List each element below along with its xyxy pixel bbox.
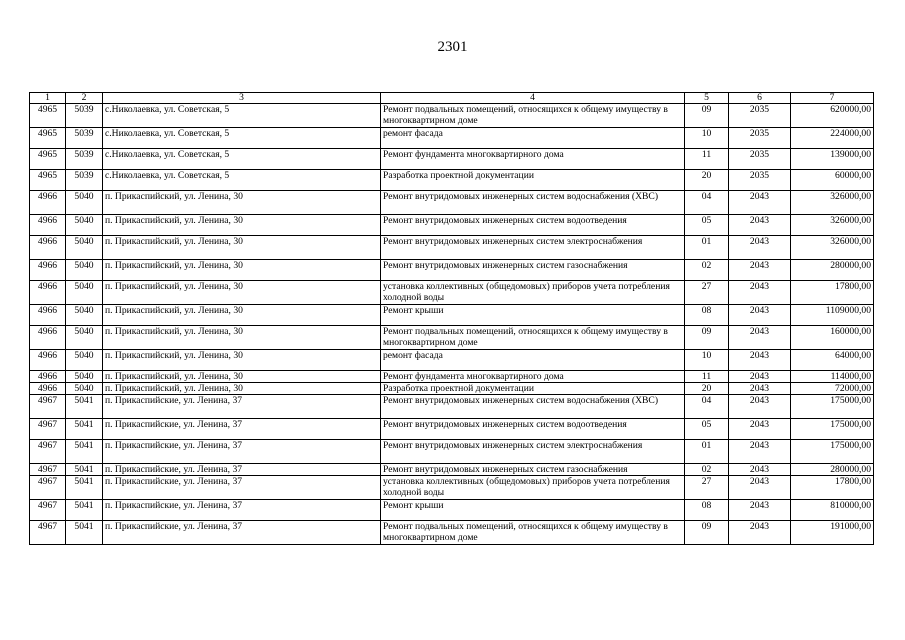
cost-cell: 1109000,00 <box>791 305 874 326</box>
cost-cell: 326000,00 <box>791 236 874 260</box>
work-type-cell: установка коллективных (общедомовых) приборов учета потребления холодной воды <box>381 476 685 500</box>
table-row <box>30 104 874 128</box>
table-row <box>30 419 874 440</box>
object-number-cell: 5041 <box>66 395 103 419</box>
year-cell: 2043 <box>729 521 791 545</box>
cost-cell: 280000,00 <box>791 260 874 281</box>
work-code-cell: 04 <box>685 395 729 419</box>
work-type-cell: Ремонт внутридомовых инженерных систем водоснабжения (ХВС) <box>381 395 685 419</box>
table-row <box>30 305 874 326</box>
house-id-cell: 4966 <box>30 326 66 350</box>
object-number-cell: 5040 <box>66 215 103 236</box>
work-type-cell: Ремонт внутридомовых инженерных систем водоснабжения (ХВС) <box>381 191 685 215</box>
house-id-cell: 4967 <box>30 440 66 464</box>
work-type-cell: Ремонт подвальных помещений, относящихся к общему имуществу в многоквартирном доме <box>381 104 685 128</box>
work-type-cell: Разработка проектной документации <box>381 383 685 395</box>
work-code-cell: 08 <box>685 305 729 326</box>
work-code-cell: 02 <box>685 260 729 281</box>
cost-cell: 175000,00 <box>791 419 874 440</box>
work-type-cell: ремонт фасада <box>381 350 685 371</box>
address-cell: п. Прикаспийский, ул. Ленина, 30 <box>103 305 381 326</box>
table-row <box>30 170 874 191</box>
table-row <box>30 128 874 149</box>
work-type-cell: Ремонт внутридомовых инженерных систем газоснабжения <box>381 464 685 476</box>
work-code-cell: 04 <box>685 191 729 215</box>
cost-cell: 810000,00 <box>791 500 874 521</box>
year-cell: 2035 <box>729 149 791 170</box>
year-cell: 2043 <box>729 395 791 419</box>
column-header: 1 <box>30 93 66 104</box>
work-code-cell: 10 <box>685 350 729 371</box>
table-row <box>30 236 874 260</box>
house-id-cell: 4966 <box>30 305 66 326</box>
work-type-cell: Ремонт внутридомовых инженерных систем водоотведения <box>381 215 685 236</box>
object-number-cell: 5039 <box>66 149 103 170</box>
work-type-cell: Ремонт подвальных помещений, относящихся к общему имуществу в многоквартирном доме <box>381 326 685 350</box>
object-number-cell: 5041 <box>66 419 103 440</box>
work-code-cell: 09 <box>685 326 729 350</box>
table-row <box>30 281 874 305</box>
year-cell: 2043 <box>729 464 791 476</box>
house-id-cell: 4966 <box>30 260 66 281</box>
house-id-cell: 4966 <box>30 383 66 395</box>
table-row <box>30 191 874 215</box>
house-id-cell: 4966 <box>30 191 66 215</box>
address-cell: п. Прикаспийские, ул. Ленина, 37 <box>103 419 381 440</box>
object-number-cell: 5040 <box>66 281 103 305</box>
table-row <box>30 521 874 545</box>
house-id-cell: 4967 <box>30 500 66 521</box>
year-cell: 2035 <box>729 170 791 191</box>
work-type-cell: ремонт фасада <box>381 128 685 149</box>
work-type-cell: Ремонт внутридомовых инженерных систем водоотведения <box>381 419 685 440</box>
year-cell: 2043 <box>729 260 791 281</box>
object-number-cell: 5040 <box>66 305 103 326</box>
address-cell: с.Николаевка, ул. Советская, 5 <box>103 170 381 191</box>
work-type-cell: Ремонт крыши <box>381 500 685 521</box>
column-header: 5 <box>685 93 729 104</box>
table-row <box>30 500 874 521</box>
address-cell: п. Прикаспийский, ул. Ленина, 30 <box>103 371 381 383</box>
cost-cell: 139000,00 <box>791 149 874 170</box>
work-code-cell: 09 <box>685 104 729 128</box>
year-cell: 2043 <box>729 281 791 305</box>
cost-cell: 17800,00 <box>791 476 874 500</box>
column-header: 4 <box>381 93 685 104</box>
table-row <box>30 440 874 464</box>
year-cell: 2035 <box>729 104 791 128</box>
address-cell: п. Прикаспийский, ул. Ленина, 30 <box>103 383 381 395</box>
house-id-cell: 4965 <box>30 104 66 128</box>
object-number-cell: 5041 <box>66 440 103 464</box>
object-number-cell: 5041 <box>66 476 103 500</box>
table-row <box>30 464 874 476</box>
cost-cell: 17800,00 <box>791 281 874 305</box>
work-code-cell: 11 <box>685 371 729 383</box>
house-id-cell: 4967 <box>30 476 66 500</box>
work-type-cell: Ремонт внутридомовых инженерных систем газоснабжения <box>381 260 685 281</box>
work-code-cell: 08 <box>685 500 729 521</box>
year-cell: 2043 <box>729 236 791 260</box>
work-code-cell: 05 <box>685 419 729 440</box>
column-header: 3 <box>103 93 381 104</box>
year-cell: 2043 <box>729 371 791 383</box>
year-cell: 2043 <box>729 476 791 500</box>
work-code-cell: 10 <box>685 128 729 149</box>
address-cell: п. Прикаспийский, ул. Ленина, 30 <box>103 191 381 215</box>
cost-cell: 175000,00 <box>791 395 874 419</box>
column-header: 6 <box>729 93 791 104</box>
work-code-cell: 27 <box>685 476 729 500</box>
house-id-cell: 4966 <box>30 371 66 383</box>
cost-cell: 620000,00 <box>791 104 874 128</box>
house-id-cell: 4965 <box>30 170 66 191</box>
house-id-cell: 4966 <box>30 236 66 260</box>
object-number-cell: 5040 <box>66 350 103 371</box>
object-number-cell: 5040 <box>66 371 103 383</box>
cost-cell: 72000,00 <box>791 383 874 395</box>
cost-cell: 114000,00 <box>791 371 874 383</box>
address-cell: п. Прикаспийские, ул. Ленина, 37 <box>103 500 381 521</box>
address-cell: п. Прикаспийский, ул. Ленина, 30 <box>103 236 381 260</box>
work-type-cell: Ремонт фундамента многоквартирного дома <box>381 149 685 170</box>
object-number-cell: 5041 <box>66 464 103 476</box>
year-cell: 2043 <box>729 191 791 215</box>
work-type-cell: Ремонт фундамента многоквартирного дома <box>381 371 685 383</box>
column-header: 7 <box>791 93 874 104</box>
cost-cell: 191000,00 <box>791 521 874 545</box>
object-number-cell: 5040 <box>66 236 103 260</box>
address-cell: п. Прикаспийский, ул. Ленина, 30 <box>103 281 381 305</box>
house-id-cell: 4965 <box>30 149 66 170</box>
address-cell: п. Прикаспийские, ул. Ленина, 37 <box>103 464 381 476</box>
cost-cell: 224000,00 <box>791 128 874 149</box>
work-code-cell: 01 <box>685 236 729 260</box>
table-row <box>30 260 874 281</box>
cost-cell: 64000,00 <box>791 350 874 371</box>
address-cell: п. Прикаспийские, ул. Ленина, 37 <box>103 521 381 545</box>
address-cell: с.Николаевка, ул. Советская, 5 <box>103 149 381 170</box>
address-cell: п. Прикаспийские, ул. Ленина, 37 <box>103 395 381 419</box>
year-cell: 2043 <box>729 215 791 236</box>
house-id-cell: 4966 <box>30 281 66 305</box>
house-id-cell: 4966 <box>30 350 66 371</box>
address-cell: п. Прикаспийские, ул. Ленина, 37 <box>103 440 381 464</box>
cost-cell: 60000,00 <box>791 170 874 191</box>
object-number-cell: 5039 <box>66 170 103 191</box>
table-row <box>30 350 874 371</box>
work-type-cell: Ремонт внутридомовых инженерных систем электроснабжения <box>381 236 685 260</box>
page-number: 2301 <box>437 39 468 55</box>
address-cell: п. Прикаспийский, ул. Ленина, 30 <box>103 326 381 350</box>
object-number-cell: 5040 <box>66 260 103 281</box>
work-code-cell: 20 <box>685 383 729 395</box>
table-header-row <box>30 93 874 104</box>
cost-cell: 280000,00 <box>791 464 874 476</box>
house-id-cell: 4965 <box>30 128 66 149</box>
address-cell: с.Николаевка, ул. Советская, 5 <box>103 104 381 128</box>
table-row <box>30 476 874 500</box>
object-number-cell: 5039 <box>66 128 103 149</box>
year-cell: 2043 <box>729 440 791 464</box>
address-cell: п. Прикаспийские, ул. Ленина, 37 <box>103 476 381 500</box>
table-row <box>30 326 874 350</box>
table-row <box>30 383 874 395</box>
work-type-cell: установка коллективных (общедомовых) приборов учета потребления холодной воды <box>381 281 685 305</box>
cost-cell: 326000,00 <box>791 191 874 215</box>
year-cell: 2035 <box>729 128 791 149</box>
object-number-cell: 5041 <box>66 521 103 545</box>
work-code-cell: 05 <box>685 215 729 236</box>
object-number-cell: 5040 <box>66 326 103 350</box>
work-type-cell: Ремонт подвальных помещений, относящихся к общему имуществу в многоквартирном доме <box>381 521 685 545</box>
work-type-cell: Ремонт крыши <box>381 305 685 326</box>
work-code-cell: 01 <box>685 440 729 464</box>
cost-cell: 160000,00 <box>791 326 874 350</box>
object-number-cell: 5040 <box>66 383 103 395</box>
work-code-cell: 27 <box>685 281 729 305</box>
year-cell: 2043 <box>729 326 791 350</box>
object-number-cell: 5041 <box>66 500 103 521</box>
work-type-cell: Ремонт внутридомовых инженерных систем электроснабжения <box>381 440 685 464</box>
table-row <box>30 395 874 419</box>
year-cell: 2043 <box>729 383 791 395</box>
address-cell: п. Прикаспийский, ул. Ленина, 30 <box>103 350 381 371</box>
year-cell: 2043 <box>729 500 791 521</box>
work-code-cell: 09 <box>685 521 729 545</box>
work-code-cell: 20 <box>685 170 729 191</box>
address-cell: п. Прикаспийский, ул. Ленина, 30 <box>103 215 381 236</box>
object-number-cell: 5040 <box>66 191 103 215</box>
table-row <box>30 371 874 383</box>
object-number-cell: 5039 <box>66 104 103 128</box>
table-row <box>30 149 874 170</box>
column-header: 2 <box>66 93 103 104</box>
work-type-cell: Разработка проектной документации <box>381 170 685 191</box>
house-id-cell: 4967 <box>30 395 66 419</box>
house-id-cell: 4967 <box>30 419 66 440</box>
cost-cell: 175000,00 <box>791 440 874 464</box>
house-id-cell: 4966 <box>30 215 66 236</box>
work-code-cell: 11 <box>685 149 729 170</box>
address-cell: п. Прикаспийский, ул. Ленина, 30 <box>103 260 381 281</box>
house-id-cell: 4967 <box>30 521 66 545</box>
year-cell: 2043 <box>729 305 791 326</box>
table-row <box>30 215 874 236</box>
house-id-cell: 4967 <box>30 464 66 476</box>
cost-cell: 326000,00 <box>791 215 874 236</box>
year-cell: 2043 <box>729 419 791 440</box>
repair-schedule-table <box>29 92 874 545</box>
work-code-cell: 02 <box>685 464 729 476</box>
address-cell: с.Николаевка, ул. Советская, 5 <box>103 128 381 149</box>
year-cell: 2043 <box>729 350 791 371</box>
